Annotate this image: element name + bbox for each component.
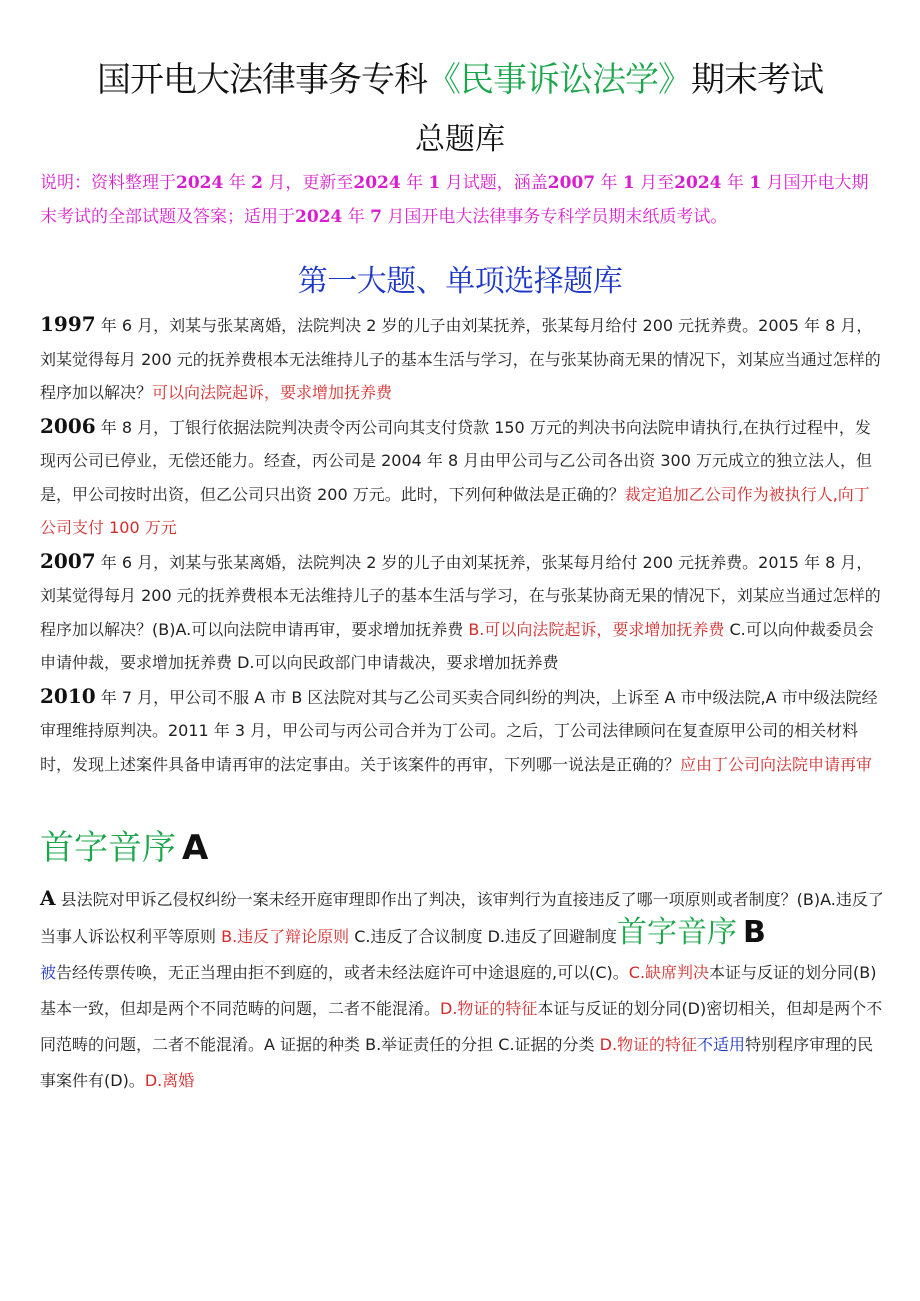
question-year: 1997 bbox=[40, 312, 96, 336]
question-text: 年 6 月，刘某与张某离婚，法院判决 2 岁的儿子由刘某抚养，张某每月给付 200 元抚养费。2015 年 8 月，刘某觉得每月 200 元的抚养费根本无法维持儿子的基本生活与学习，在与张某协商无果的情况下，刘某应当通过怎样的程序加以解决？(B)A.可以向法院申请再审，要求增加抚养费 bbox=[40, 552, 881, 639]
highlight-text: 被 bbox=[40, 963, 57, 982]
title-part2: 期末考试 bbox=[691, 60, 823, 100]
document-subtitle: 总题库 bbox=[415, 122, 505, 157]
answer-text: C.缺席判决 bbox=[628, 963, 710, 982]
question-year: 2006 bbox=[40, 413, 96, 438]
note-number: 2007 bbox=[547, 173, 596, 193]
question-options: C.违反了合议制度 D.违反了回避制度 bbox=[349, 927, 618, 946]
question-3 bbox=[40, 545, 885, 680]
note-number: 1 bbox=[428, 173, 441, 193]
index-heading-letter: B bbox=[743, 915, 766, 950]
question-text: 特别程序审理的民事案件有(D)。 bbox=[40, 1035, 874, 1090]
note-text: 月，更新至 bbox=[268, 173, 354, 193]
note-text: 年 bbox=[347, 207, 365, 227]
note-number: 2024 bbox=[176, 173, 224, 193]
question-block-a bbox=[40, 880, 885, 1099]
question-2 bbox=[40, 410, 885, 545]
answer-text: B.可以向法院起诉，要求增加抚养费 bbox=[468, 619, 725, 639]
note-text: 说明：资料整理于 bbox=[40, 173, 176, 193]
question-text: 年 7 月，甲公司不服 A 市 B 区法院对其与乙公司买卖合同纠纷的判决，上诉至 A 市中级法院,A 市中级法院经审理维持原判决。2011 年 3 月，甲公司与丙公司合并为丁公司。之后，丁公司法律顾问在复查原甲公司的相关材料时，发现上述案件具备申请再审的法定事由。关于该案件的再审，下列哪一说法是正确的？ bbox=[40, 687, 878, 774]
answer-text: 裁定追加乙公司作为被执行人,向丁公司支付 100 万元 bbox=[40, 484, 870, 537]
index-heading-letter: A bbox=[182, 828, 209, 868]
question-options: C.可以向仲裁委员会申请仲裁，要求增加抚养费 D.可以向民政部门申请裁决，要求增加抚养费 bbox=[40, 619, 874, 672]
section-title: 第一大题、单项选择题库 bbox=[297, 264, 623, 299]
note-text: 年 bbox=[726, 173, 744, 193]
question-block bbox=[40, 308, 885, 781]
note-number: 2024 bbox=[353, 173, 401, 193]
question-lead-letter: A bbox=[40, 886, 56, 910]
question-year: 2007 bbox=[40, 548, 96, 573]
note-text: 年 bbox=[228, 173, 246, 193]
title-part1: 国开电大法律事务专科 bbox=[97, 60, 427, 100]
answer-text: D.物证的特征 bbox=[599, 1035, 698, 1054]
answer-text: D.离婚 bbox=[144, 1071, 195, 1090]
question-4 bbox=[40, 680, 885, 782]
question-text: 告经传票传唤，无正当理由拒不到庭的，或者未经法庭许可中途退庭的,可以(C)。 bbox=[56, 963, 629, 982]
question-text: 年 6 月，刘某与张某离婚，法院判决 2 岁的儿子由刘某抚养，张某每月给付 200 元抚养费。2005 年 8 月，刘某觉得每月 200 元的抚养费根本无法维持儿子的基本生活与学习，在与张某协商无果的情况下，刘某应当通过怎样的程序加以解决？ bbox=[40, 316, 881, 402]
question-year: 2010 bbox=[40, 683, 96, 708]
question-text: 县法院对甲诉乙侵权纠纷一案未经开庭审理即作出了判决，该审判行为直接违反了哪一项原则或者制度？(B)A.违反了当事人诉讼权利平等原则 bbox=[40, 890, 884, 946]
index-heading-a bbox=[40, 820, 208, 869]
note-text: 月国开电大法律事务专科学员期末纸质考试。 bbox=[387, 207, 728, 227]
title-course-name: 《民事诉讼法学》 bbox=[427, 60, 691, 100]
question-text: 年 8 月，丁银行依据法院判决责令丙公司向其支付贷款 150 万元的判决书向法院申请执行,在执行过程中，发现丙公司已停业，无偿还能力。经查，丙公司是 2004 年 8 月由甲公司与乙公司各出资 300 万元成立的独立法人，但是，甲公司按时出资，但乙公司只出资 200 万元。此时，下列何种做法是正确的？ bbox=[40, 417, 872, 504]
highlight-text: 不适用 bbox=[697, 1035, 746, 1054]
note-number: 1 bbox=[749, 173, 762, 193]
note-number: 7 bbox=[370, 207, 382, 227]
note-text: 月试题，涵盖 bbox=[445, 173, 548, 193]
note-text: 年 bbox=[406, 173, 424, 193]
note-number: 2024 bbox=[674, 173, 722, 193]
note-number: 2024 bbox=[295, 207, 343, 227]
description-note bbox=[40, 166, 885, 234]
answer-text: 可以向法院起诉，要求增加抚养费 bbox=[152, 383, 393, 402]
question-text: 本证与反证的划分同(D)密切相关，但却是两个不同范畴的问题，二者不能混淆。A 证据的种类 B.举证责任的分担 C.证据的分类 bbox=[40, 999, 883, 1054]
document-title bbox=[0, 52, 920, 101]
note-text: 月国开电大期末考试的全部试题及答案；适用于 bbox=[40, 173, 869, 227]
note-number: 2 bbox=[251, 173, 263, 193]
question-1 bbox=[40, 308, 885, 410]
note-text: 月至 bbox=[640, 173, 675, 193]
answer-text: D.物证的特征 bbox=[440, 999, 538, 1018]
index-heading-b bbox=[617, 915, 766, 950]
answer-text: 应由丁公司向法院申请再审 bbox=[680, 754, 873, 774]
question-text: 本证与反证的划分同(B)基本一致，但却是两个不同范畴的问题，二者不能混淆。 bbox=[40, 963, 877, 1018]
index-heading-label: 首字音序 bbox=[40, 828, 176, 868]
answer-text: B.违反了辩论原则 bbox=[221, 927, 350, 946]
note-text: 年 bbox=[600, 173, 618, 193]
note-number: 1 bbox=[622, 173, 635, 193]
index-heading-label: 首字音序 bbox=[617, 915, 738, 950]
